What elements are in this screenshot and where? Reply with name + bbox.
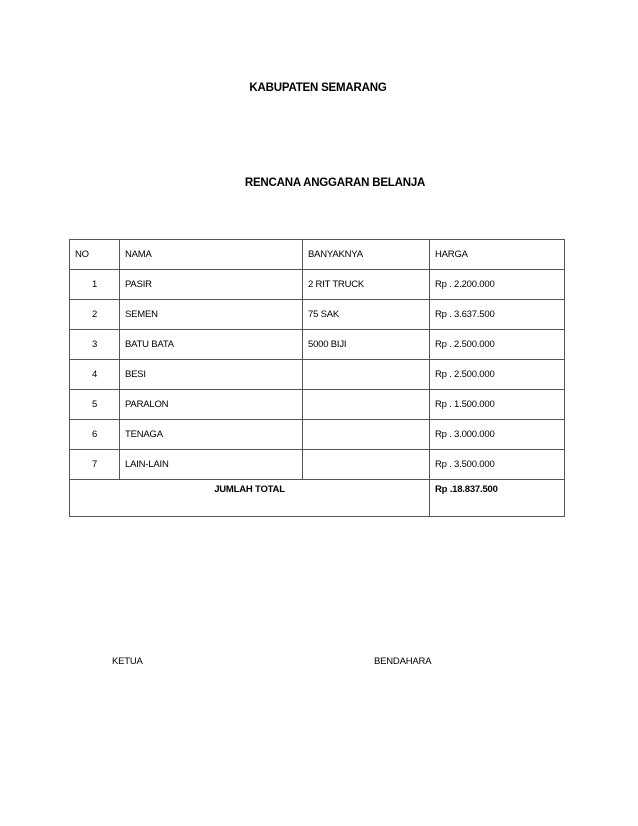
organization-title: KABUPATEN SEMARANG [249, 82, 387, 94]
row-no: 6 [70, 420, 120, 450]
row-nama: BESI [120, 360, 303, 390]
row-banyaknya [303, 450, 430, 480]
document-title: RENCANA ANGGARAN BELANJA [244, 177, 426, 189]
budget-table [69, 239, 565, 517]
row-banyaknya: 2 RIT TRUCK [303, 270, 430, 300]
row-banyaknya [303, 390, 430, 420]
column-header-harga: HARGA [430, 240, 565, 270]
row-banyaknya [303, 360, 430, 390]
table-row [70, 270, 565, 300]
row-nama: PASIR [120, 270, 303, 300]
table-row [70, 300, 565, 330]
row-banyaknya: 75 SAK [303, 300, 430, 330]
row-no: 5 [70, 390, 120, 420]
row-harga: Rp . 2.500.000 [430, 360, 565, 390]
row-no: 7 [70, 450, 120, 480]
table-row [70, 420, 565, 450]
table-row [70, 360, 565, 390]
table-row [70, 330, 565, 360]
row-banyaknya: 5000 BIJI [303, 330, 430, 360]
row-harga: Rp . 3.000.000 [430, 420, 565, 450]
row-nama: LAIN-LAIN [120, 450, 303, 480]
column-header-banyaknya: BANYAKNYA [303, 240, 430, 270]
total-value: Rp .18.837.500 [430, 480, 565, 517]
row-banyaknya [303, 420, 430, 450]
row-nama: PARALON [120, 390, 303, 420]
column-header-no: NO [70, 240, 120, 270]
table-row [70, 390, 565, 420]
signature-ketua: KETUA [112, 656, 143, 667]
row-no: 3 [70, 330, 120, 360]
column-header-nama: NAMA [120, 240, 303, 270]
row-no: 4 [70, 360, 120, 390]
row-harga: Rp . 1.500.000 [430, 390, 565, 420]
table-header-row [70, 240, 565, 270]
row-harga: Rp . 3.500.000 [430, 450, 565, 480]
signature-bendahara: BENDAHARA [374, 656, 432, 667]
total-label: JUMLAH TOTAL [70, 480, 430, 517]
row-nama: SEMEN [120, 300, 303, 330]
total-row [70, 480, 565, 517]
row-no: 1 [70, 270, 120, 300]
row-nama: TENAGA [120, 420, 303, 450]
row-nama: BATU BATA [120, 330, 303, 360]
row-harga: Rp . 2.500.000 [430, 330, 565, 360]
table-row [70, 450, 565, 480]
row-no: 2 [70, 300, 120, 330]
row-harga: Rp . 2.200.000 [430, 270, 565, 300]
row-harga: Rp . 3.637.500 [430, 300, 565, 330]
